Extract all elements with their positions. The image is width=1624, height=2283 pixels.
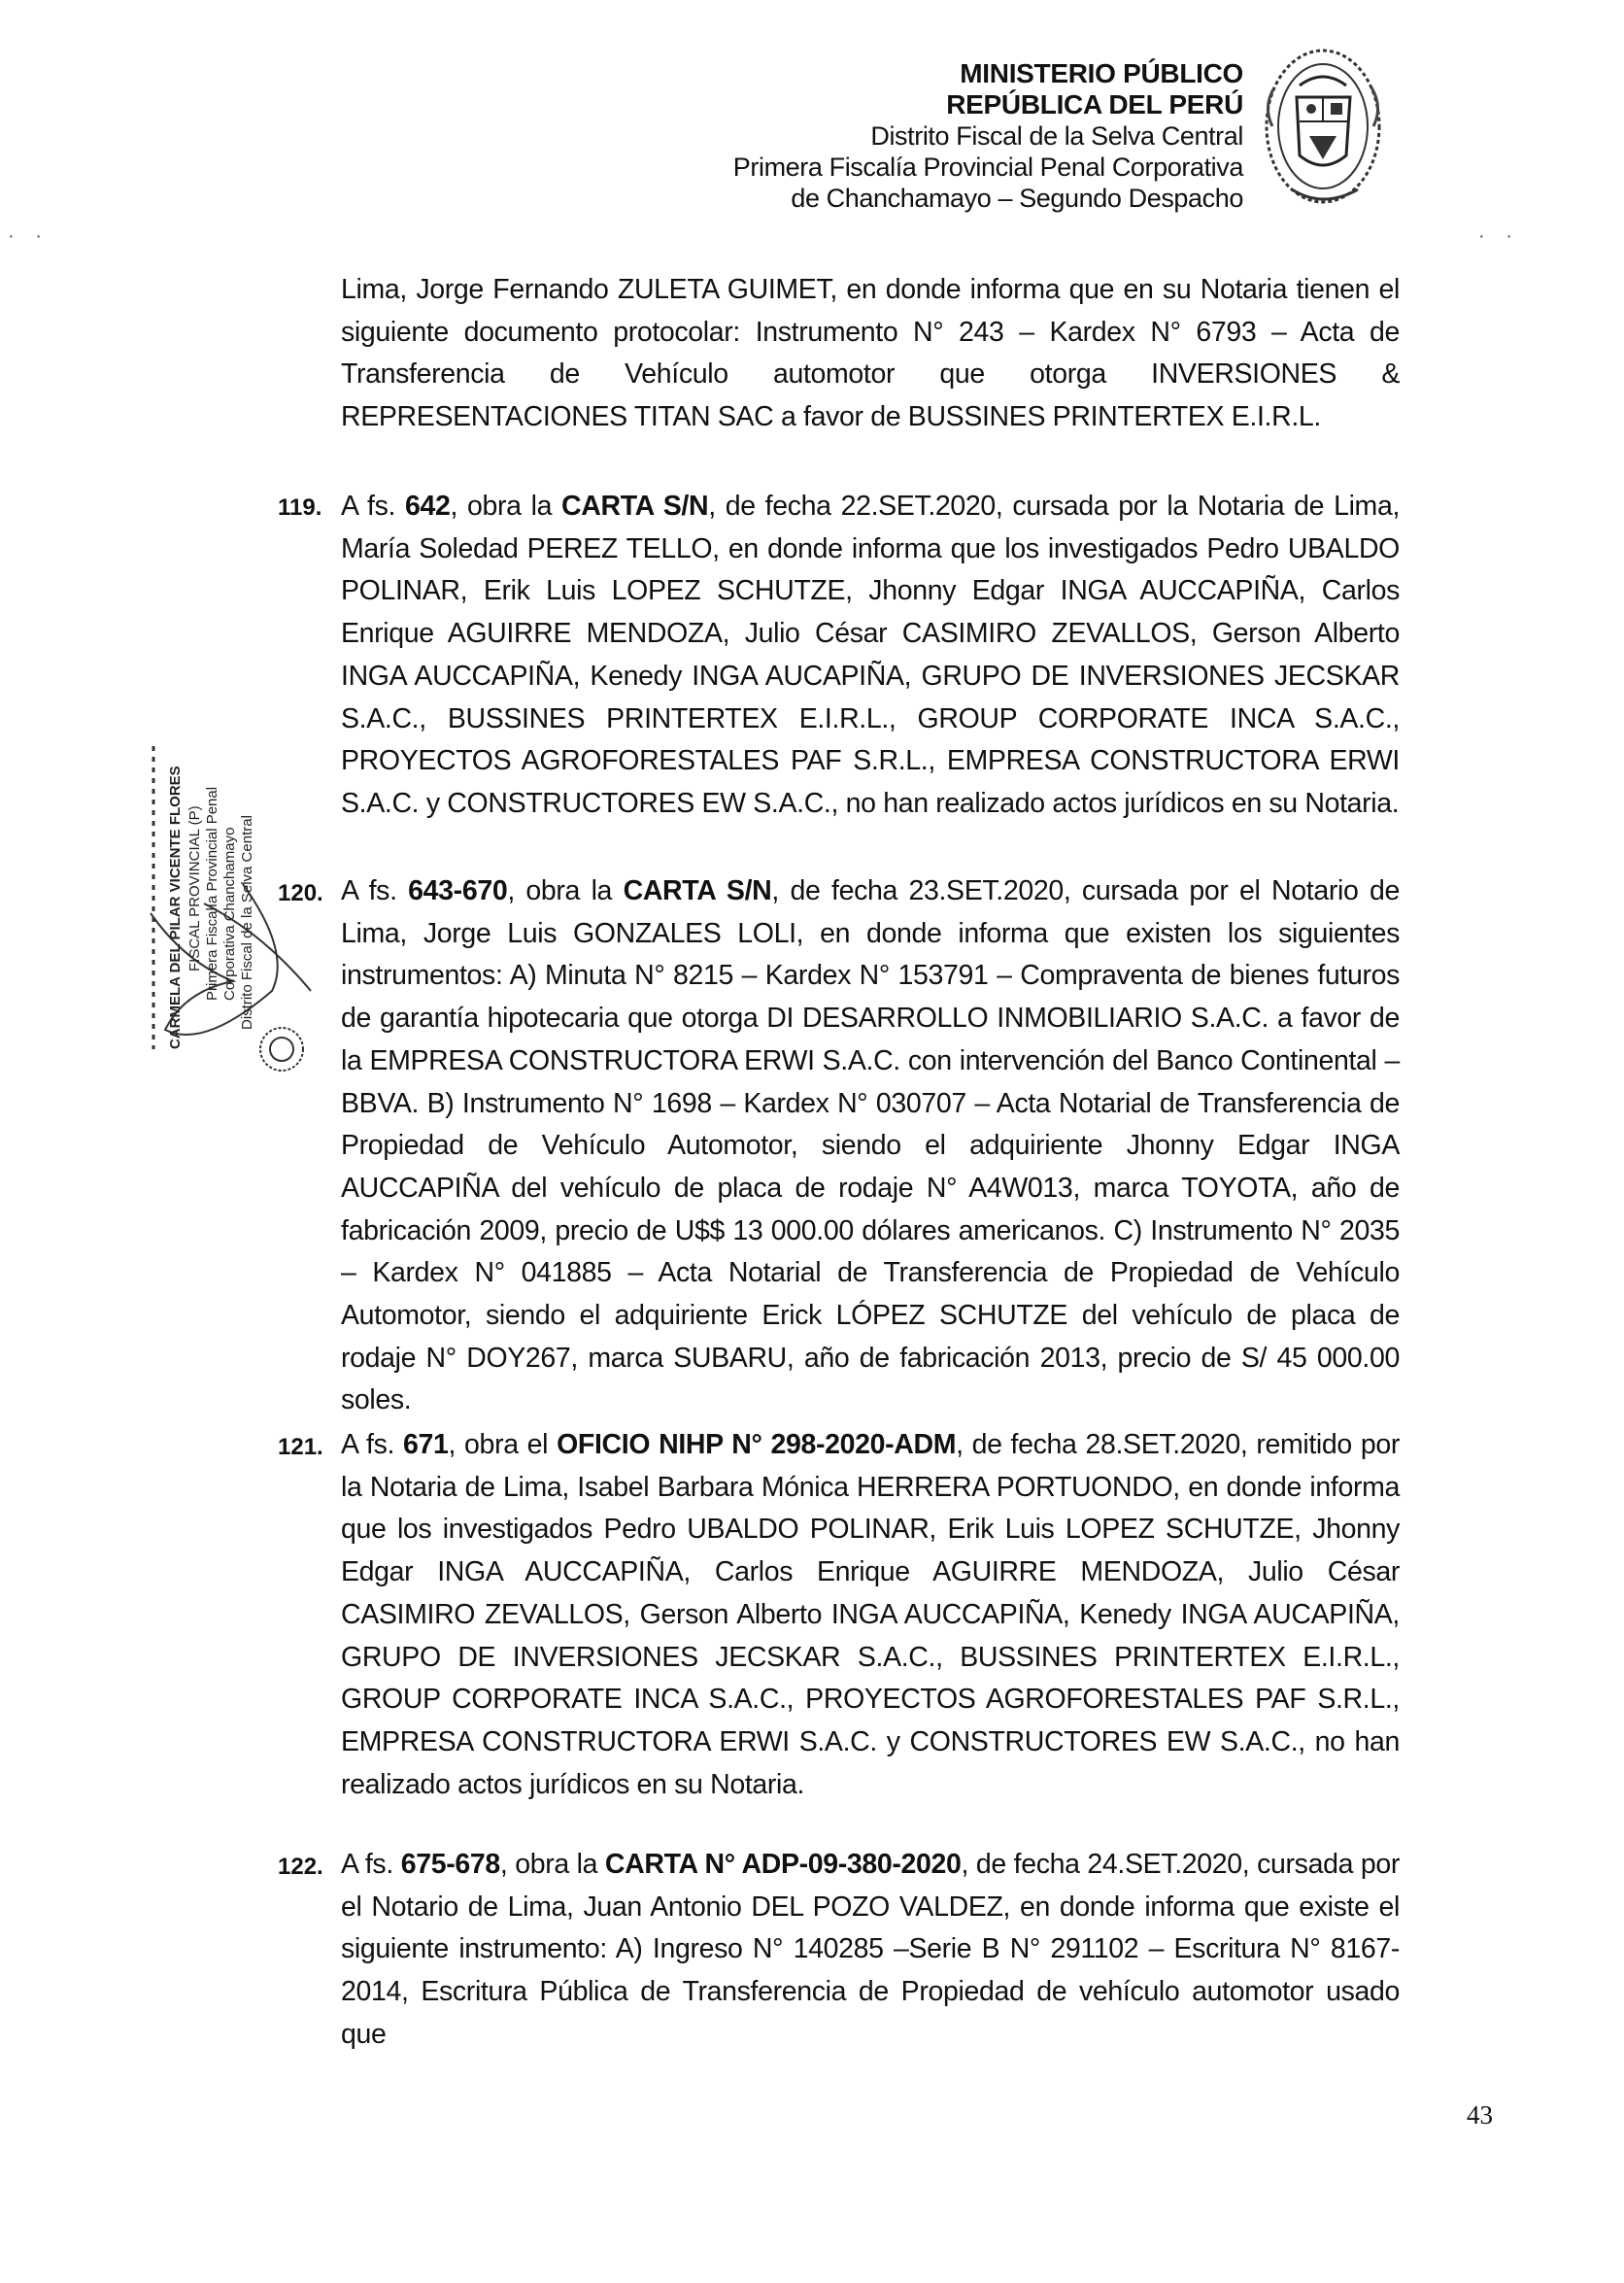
stamp-corporativa: Corporativa Chanchamayo: [221, 827, 238, 1001]
margin-dots-right: · ·: [1478, 225, 1520, 247]
paragraph-item-122: A fs. 675-678, obra la CARTA N° ADP-09-380-2020, de fecha 24.SET.2020, cursada por el Notario de Lima, Juan Antonio DEL POZO VALDEZ, en donde informa que existe el siguiente instrumento: A) Ingreso N° 140285 –Serie B N° 291102 – Escritura N° 8167-2014, Escritura Pública de Transferencia de Propiedad de vehículo automotor usado que: [341, 1849, 1400, 2050]
item-number: 120.: [278, 880, 323, 906]
header-ministerio: MINISTERIO PÚBLICO: [960, 58, 1243, 88]
item-number: 119.: [278, 494, 322, 521]
fiscal-stamp: [146, 738, 350, 1088]
header-despacho: de Chanchamayo – Segundo Despacho: [791, 184, 1243, 213]
stamp-title: FISCAL PROVINCIAL (P): [186, 805, 203, 971]
header-fiscalia: Primera Fiscalía Provincial Penal Corporativa: [732, 153, 1243, 182]
paragraph-item-121: A fs. 671, obra el OFICIO NIHP N° 298-2020-ADM, de fecha 28.SET.2020, remitido por la Notaria de Lima, Isabel Barbara Mónica HERRERA PORTUONDO, en donde informa que los investigados Pedro UBALDO POLINAR, Erik Luis LOPEZ SCHUTZE, Jhonny Edgar INGA AUCCAPIÑA, Carlos Enrique AGUIRRE MENDOZA, Julio César CASIMIRO ZEVALLOS, Gerson Alberto INGA AUCCAPIÑA, Kenedy INGA AUCAPIÑA, GRUPO DE INVERSIONES JECSKAR S.A.C., BUSSINES PRINTERTEX E.I.R.L., GROUP CORPORATE INCA S.A.C., PROYECTOS AGROFORESTALES PAF S.R.L., EMPRESA CONSTRUCTORA ERWI S.A.C. y CONSTRUCTORES EW S.A.C., no han realizado actos jurídicos en su Notaria.: [341, 1429, 1400, 1800]
paragraph-item-120: A fs. 643-670, obra la CARTA S/N, de fecha 23.SET.2020, cursada por el Notario de Lima, Jorge Luis GONZALES LOLI, en donde informa que existen los siguientes instrumentos: A) Minuta N° 8215 – Kardex N° 153791 – Compraventa de bienes futuros de garantía hipotecaria que otorga DI DESARROLLO INMOBILIARIO S.A.C. a favor de la EMPRESA CONSTRUCTORA ERWI S.A.C. con intervención del Banco Continental – BBVA. B) Instrumento N° 1698 – Kardex N° 030707 – Acta Notarial de Transferencia de Propiedad de Vehículo Automotor, siendo el adquiriente Jhonny Edgar INGA AUCCAPIÑA del vehículo de placa de rodaje N° A4W013, marca TOYOTA, año de fabricación 2009, precio de U$$ 13 000.00 dólares americanos. C) Instrumento N° 2035 – Kardex N° 041885 – Acta Notarial de Transferencia de Propiedad de Vehículo Automotor, siendo el adquiriente Erick LÓPEZ SCHUTZE del vehículo de placa de rodaje N° DOY267, marca SUBARU, año de fabricación 2013, precio de S/ 45 000.00 soles.: [341, 875, 1401, 1416]
margin-dots-left: · ·: [8, 225, 50, 247]
stamp-office: Primera Fiscalía Provincial Penal: [204, 786, 220, 1001]
item-number: 121.: [278, 1434, 323, 1460]
item-number: 122.: [278, 1854, 323, 1880]
letterhead: [733, 58, 1243, 214]
paragraph-item-119: A fs. 642, obra la CARTA S/N, de fecha 22.SET.2020, cursada por la Notaria de Lima, María Soledad PEREZ TELLO, en donde informa que los investigados Pedro UBALDO POLINAR, Erik Luis LOPEZ SCHUTZE, Jhonny Edgar INGA AUCCAPIÑA, Carlos Enrique AGUIRRE MENDOZA, Julio César CASIMIRO ZEVALLOS, Gerson Alberto INGA AUCCAPIÑA, Kenedy INGA AUCAPIÑA, GRUPO DE INVERSIONES JECSKAR S.A.C., BUSSINES PRINTERTEX E.I.R.L., GROUP CORPORATE INCA S.A.C., PROYECTOS AGROFORESTALES PAF S.R.L., EMPRESA CONSTRUCTORA ERWI S.A.C. y CONSTRUCTORES EW S.A.C., no han realizado actos jurídicos en su Notaria.: [341, 491, 1401, 819]
header-distrito: Distrito Fiscal de la Selva Central: [870, 121, 1243, 151]
stamp-distrito: Distrito Fiscal de la Selva Central: [239, 815, 255, 1030]
page-number: 43: [1467, 2100, 1493, 2130]
coat-of-arms-seal-icon: [1253, 29, 1389, 223]
paragraph-continuation: Lima, Jorge Fernando ZULETA GUIMET, en donde informa que en su Notaria tienen el siguiente documento protocolar: Instrumento N° 243 – Kardex N° 6793 – Acta de Transferencia de Vehículo automotor que otorga INVERSIONES & REPRESENTACIONES TITAN SAC a favor de BUSSINES PRINTERTEX E.I.R.L.: [341, 274, 1400, 433]
header-republica: REPÚBLICA DEL PERÚ: [946, 89, 1243, 119]
stamp-name: CARMELA DEL PILAR VICENTE FLORES: [167, 766, 184, 1049]
